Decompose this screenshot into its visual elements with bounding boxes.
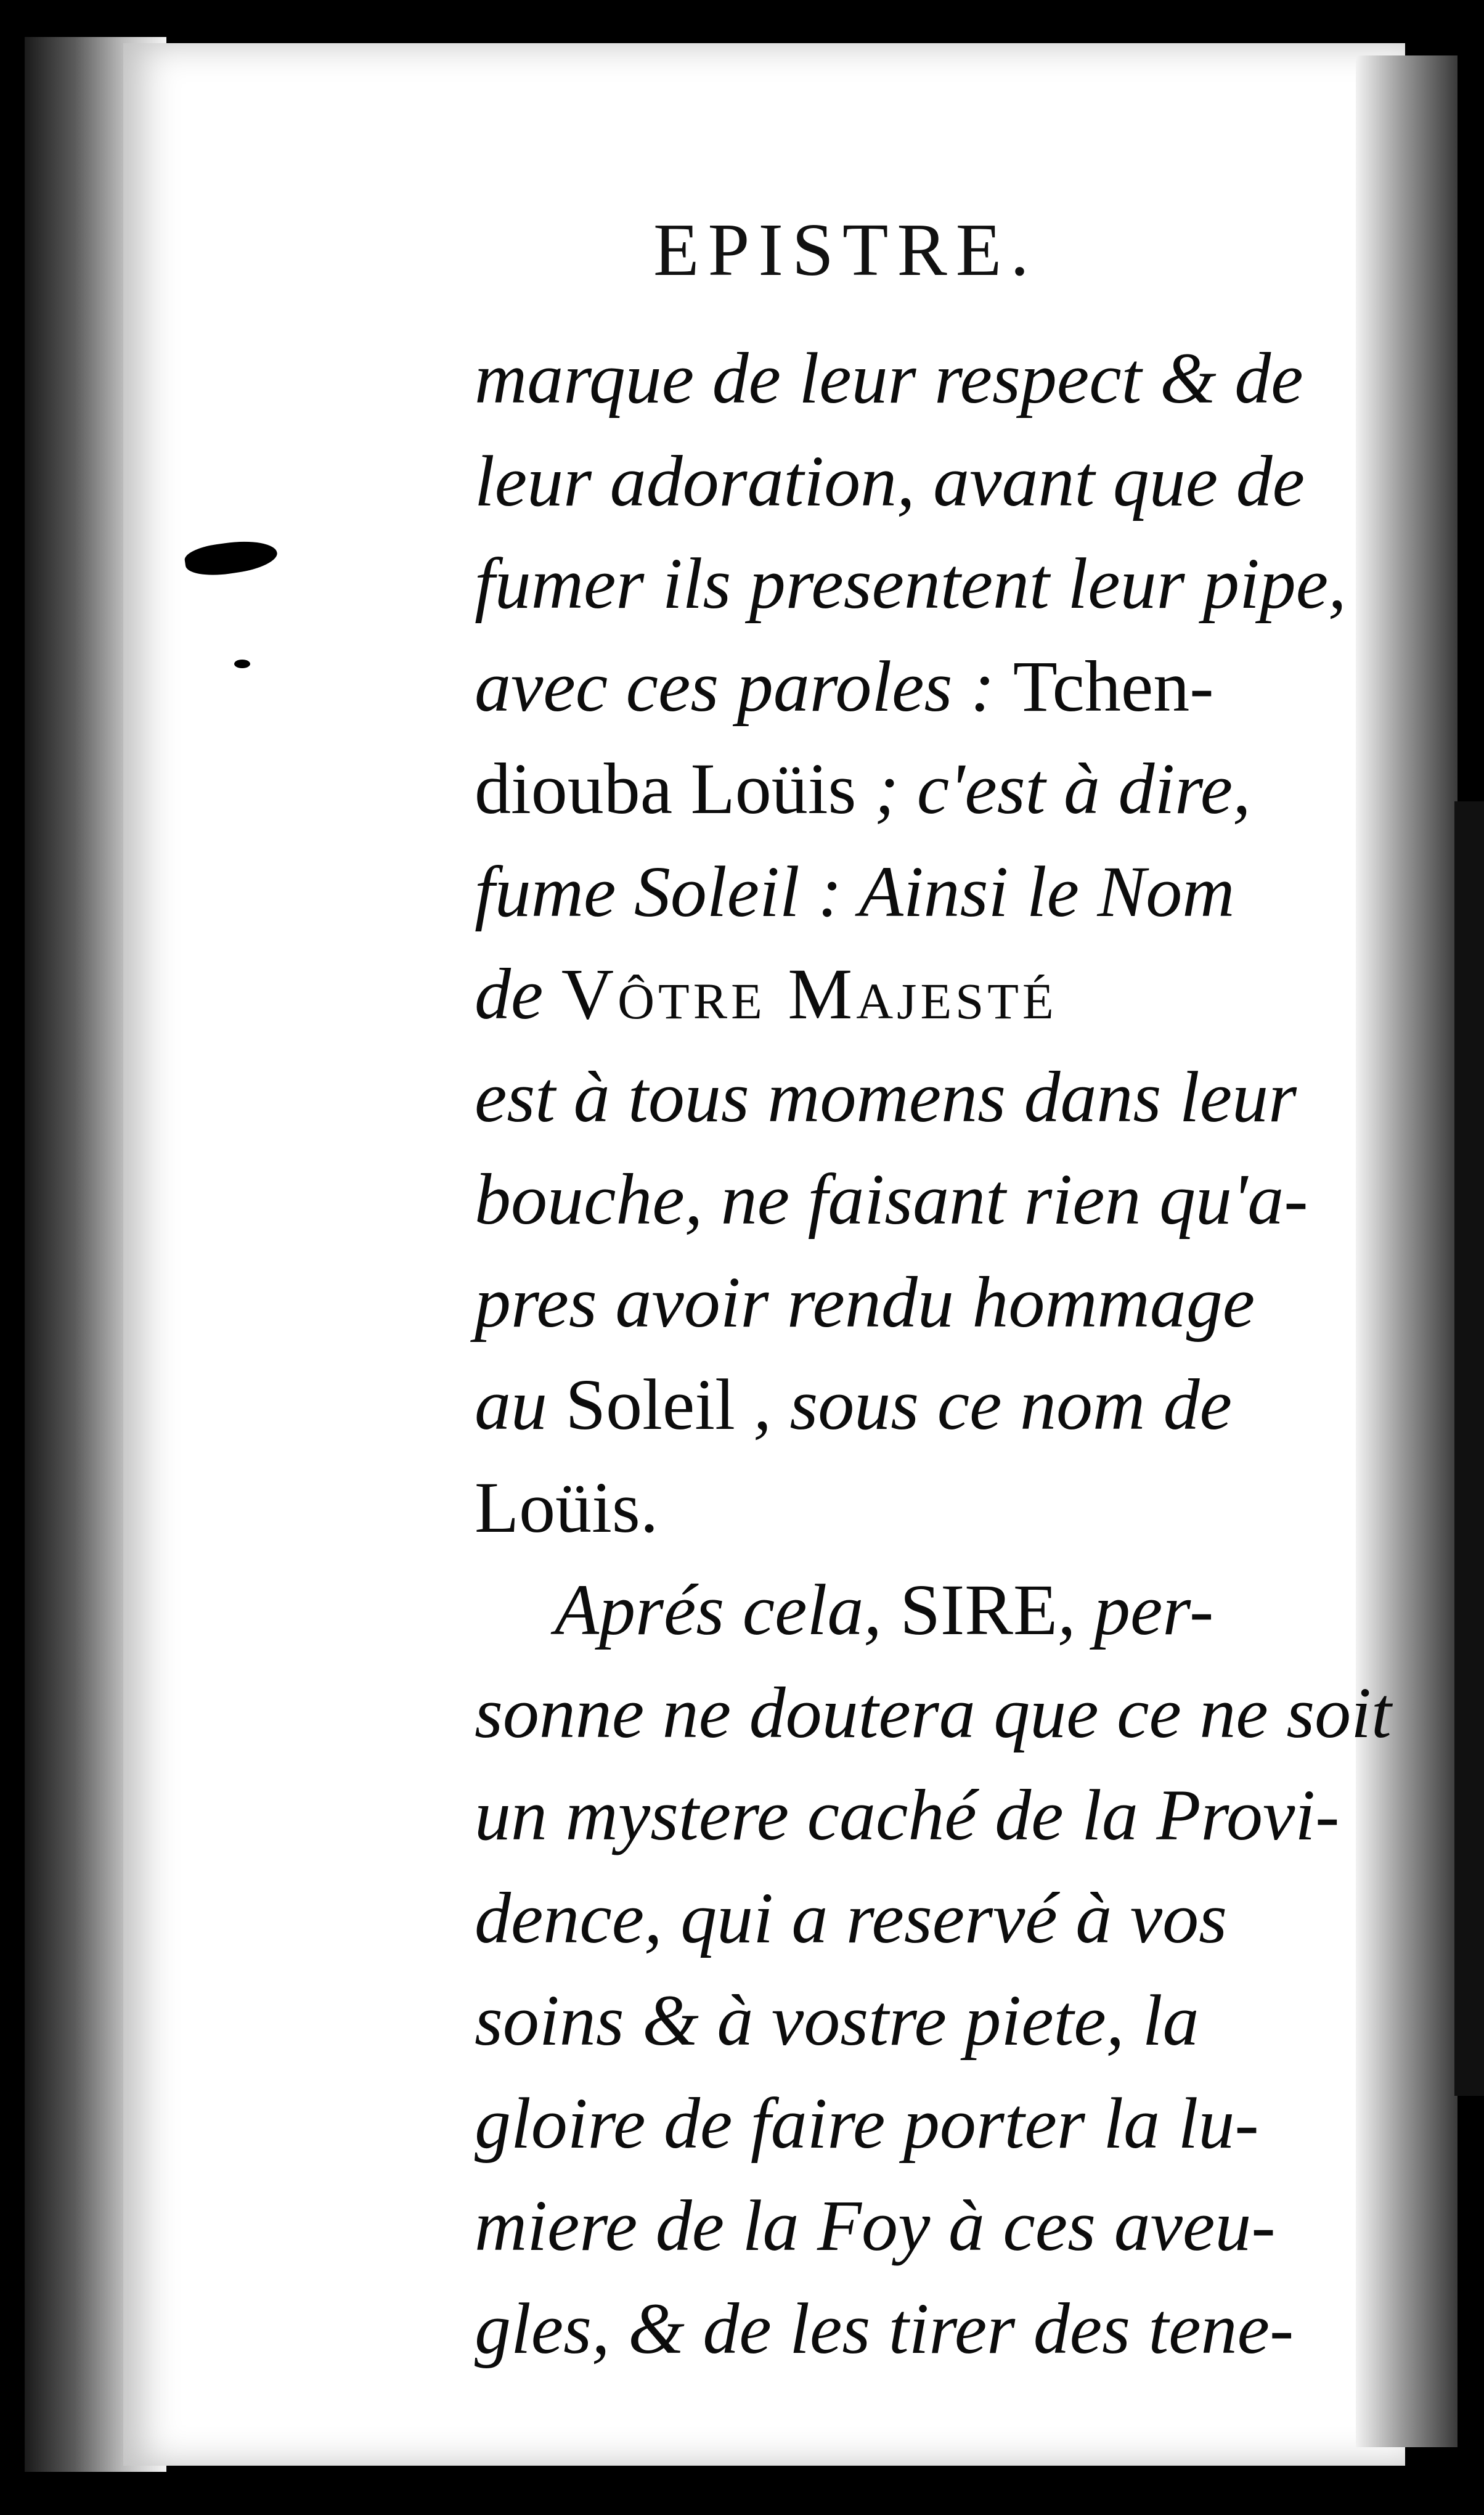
text-line xyxy=(475,1261,1356,1343)
text-segment: Tchen- xyxy=(1013,645,1214,727)
text-segment: leur adoration, avant que de xyxy=(475,440,1305,521)
running-head xyxy=(0,208,1484,292)
facing-page-edge xyxy=(1454,801,1484,2096)
text-line xyxy=(475,440,1356,521)
text-segment: Loüis. xyxy=(475,1466,659,1548)
text-segment: fumer ils presentent leur pipe, xyxy=(475,543,1347,624)
text-line xyxy=(475,1775,1356,1855)
text-segment: Soleil xyxy=(565,1364,735,1445)
text-line xyxy=(475,543,1356,624)
text-segment: diouba Loüis xyxy=(475,748,874,829)
text-line xyxy=(475,748,1356,829)
text-line xyxy=(475,1466,1356,1548)
text-line xyxy=(475,2288,1356,2369)
text-line xyxy=(475,1364,1356,1445)
text-line xyxy=(475,338,1356,419)
text-line xyxy=(475,2082,1356,2164)
text-segment: Aprés cela, xyxy=(555,1569,900,1650)
ink-dot xyxy=(234,660,250,668)
text-line xyxy=(475,1877,1356,1958)
text-segment: , sous ce nom de xyxy=(735,1364,1233,1445)
text-line xyxy=(475,1159,1356,1240)
text-line xyxy=(475,2185,1356,2266)
text-line xyxy=(555,1569,1436,1650)
text-segment: gloire de faire porter la lu- xyxy=(475,2082,1259,2164)
text-segment: ; c'est à dire, xyxy=(874,748,1251,829)
running-head-text: EPISTRE. xyxy=(653,208,1038,292)
text-segment: pres avoir rendu hommage xyxy=(475,1261,1255,1343)
text-line xyxy=(475,851,1356,932)
text-segment: soins & à vostre piete, la xyxy=(475,1980,1199,2061)
text-segment: Vôtre Majesté xyxy=(561,954,1058,1034)
text-segment: marque de leur respect & de xyxy=(475,338,1303,419)
text-line xyxy=(475,954,1356,1034)
text-line xyxy=(475,1056,1356,1137)
text-segment: au xyxy=(475,1364,566,1445)
text-segment: miere de la Foy à ces aveu- xyxy=(475,2185,1276,2266)
text-segment: SIRE xyxy=(900,1569,1058,1650)
text-segment: gles, & de les tirer des tene- xyxy=(475,2288,1294,2369)
text-segment: dence, qui a reservé à vos xyxy=(475,1877,1228,1958)
text-line xyxy=(475,1672,1392,1753)
text-segment: sonne ne doutera que ce ne soit xyxy=(475,1672,1392,1753)
text-line xyxy=(475,645,1356,727)
right-gutter-shadow xyxy=(1356,55,1458,2447)
text-segment: un mystere caché de la Provi- xyxy=(475,1775,1340,1855)
text-segment: , per- xyxy=(1058,1569,1214,1650)
text-segment: avec ces paroles : xyxy=(475,645,1013,727)
text-line xyxy=(475,1980,1356,2061)
text-segment: de xyxy=(475,954,561,1034)
text-segment: est à tous momens dans leur xyxy=(475,1056,1297,1137)
text-segment: fume Soleil : Ainsi le Nom xyxy=(475,851,1235,932)
text-segment: bouche, ne faisant rien qu'a- xyxy=(475,1159,1308,1240)
